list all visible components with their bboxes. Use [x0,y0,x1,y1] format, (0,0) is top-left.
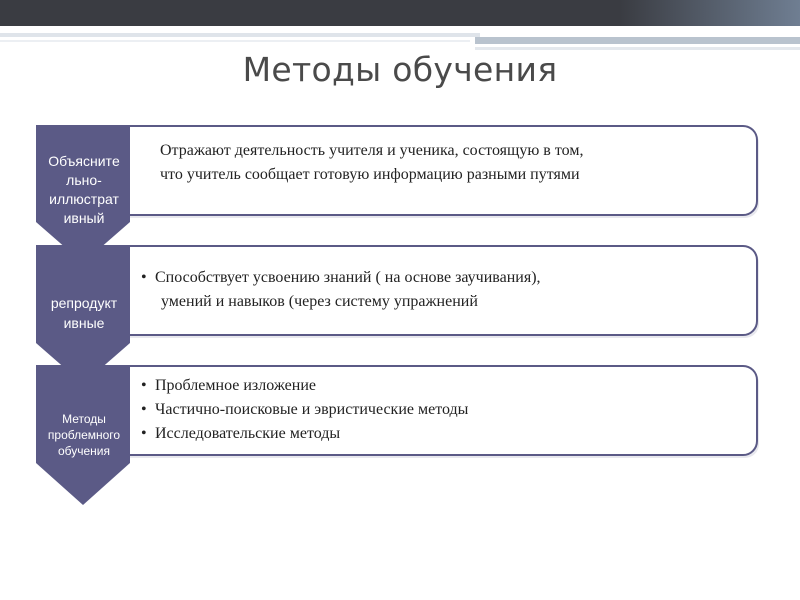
list-item [141,422,746,446]
row-text-1 [160,139,750,187]
bullet-icon: • [141,269,147,286]
text-line: что учитель сообщает готовую информацию разными путями [160,166,580,183]
list-item [141,398,746,422]
list-item-text: Способствует усвоению знаний ( на основе заучивания), [155,269,541,286]
label-line: льно- [66,172,102,188]
label-line: Объяснитe [48,153,120,169]
list-item-text: Частично-поисковые и эвристические методы [155,401,469,418]
list-item-text: Проблемное изложение [155,377,317,394]
row-text-2 [141,266,746,314]
label-line: Методы [62,412,106,426]
label-line: ивные [63,315,105,331]
text-line: Отражают деятельность учителя и ученика, состоящую в том, [160,142,584,159]
list-item [141,266,746,290]
bullet-list [141,266,746,314]
chevron-label-2 [36,293,132,333]
label-line: обучения [57,444,111,458]
list-item [141,290,746,314]
bullet-icon: • [141,401,147,418]
list-item-text: умений и навыков (через систему упражнений [161,293,478,310]
bullet-icon: • [141,377,147,394]
slide-title: Методы обучения [242,50,558,89]
chevron-label-1 [36,152,132,228]
bullet-icon: • [141,425,147,442]
list-item [141,374,746,398]
label-line: репродукт [50,295,118,311]
row-text-3 [141,374,746,446]
bullet-list [141,374,746,446]
chevron-label-3 [36,411,132,459]
label-line: иллюстрат [49,191,119,207]
list-item-text: Исследовательские методы [155,425,341,442]
label-line: ивный [63,210,105,226]
label-line: проблемного [47,428,121,442]
